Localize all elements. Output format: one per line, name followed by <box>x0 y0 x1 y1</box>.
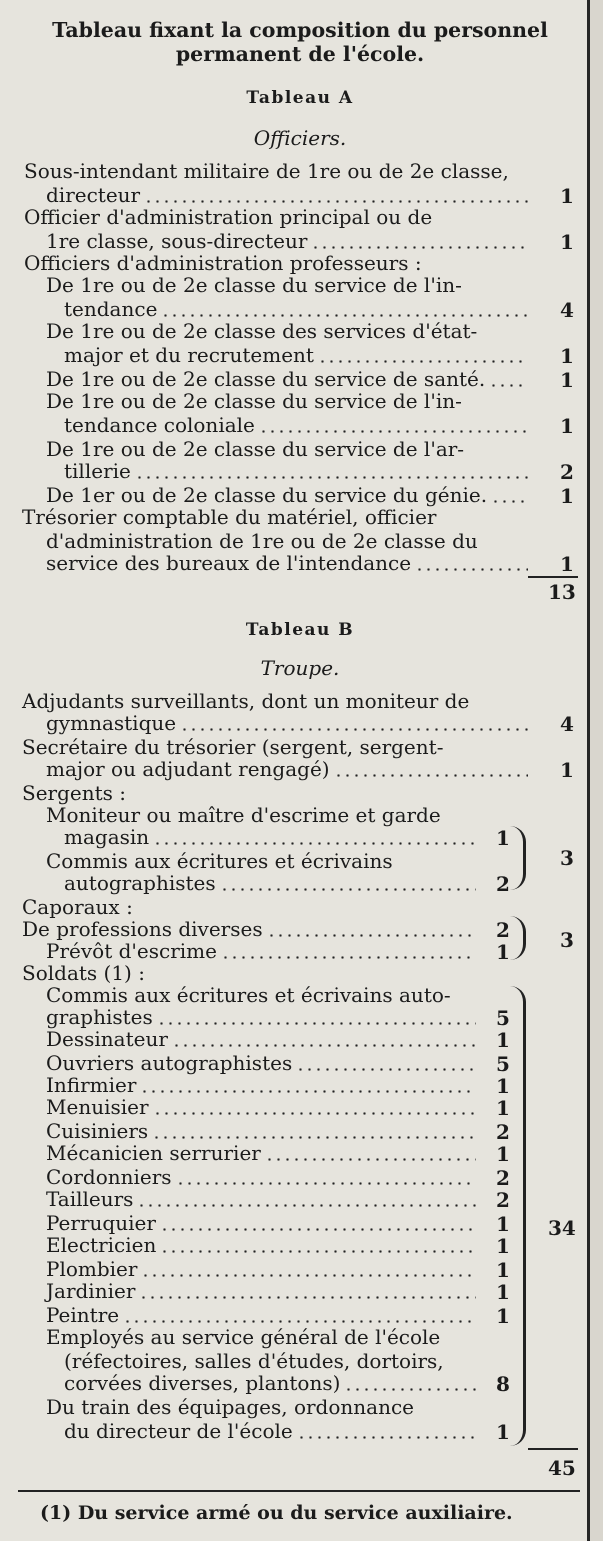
entry-count: 4 <box>560 712 574 736</box>
dot-leader <box>491 500 528 503</box>
dot-leader <box>180 728 528 731</box>
total-rule <box>528 576 578 578</box>
entry-text: De 1re ou de 2e classe des services d'état- <box>46 319 478 343</box>
dot-leader <box>123 1320 476 1323</box>
entry-text: Officiers d'administration professeurs : <box>24 251 422 275</box>
dot-leader <box>297 1436 476 1439</box>
document-title-line2: permanent de l'école. <box>175 42 425 66</box>
entry-text: Perruquier <box>46 1211 156 1235</box>
dot-leader <box>139 1296 476 1299</box>
dot-leader <box>140 1090 476 1093</box>
tableau-a-heading: Tableau A <box>246 88 354 108</box>
entry-text: De 1re ou de 2e classe du service de l'in- <box>46 389 462 413</box>
document-title-line1: Tableau fixant la composition du personnel <box>52 18 548 42</box>
dot-leader <box>160 1228 476 1231</box>
entry-count: 1 <box>560 184 574 208</box>
entry-text: magasin <box>64 825 150 849</box>
entry-count: 2 <box>560 460 574 484</box>
caporaux-brace <box>505 916 526 960</box>
total-rule-b <box>528 1448 578 1450</box>
entry-count: 1 <box>496 940 510 964</box>
entry-count: 2 <box>496 872 510 896</box>
entry-text: Sous-intendant militaire de 1re ou de 2e classe, <box>24 159 509 183</box>
dot-leader <box>176 1182 476 1185</box>
entry-count: 2 <box>496 1120 510 1144</box>
entry-text: directeur <box>46 183 141 207</box>
dot-leader <box>157 1022 476 1025</box>
entry-text: Dessinateur <box>46 1027 168 1051</box>
entry-text: Officier d'administration principal ou de <box>24 205 433 229</box>
entry-count: 1 <box>560 758 574 782</box>
entry-text: Trésorier comptable du matériel, officier <box>22 505 437 529</box>
entry-text: Electricien <box>46 1233 157 1257</box>
entry-count: 1 <box>560 484 574 508</box>
entry-text: Prévôt d'escrime <box>46 939 217 963</box>
entry-text: 1re classe, sous-directeur <box>46 229 308 253</box>
dot-leader <box>489 384 528 387</box>
entry-text: De 1re ou de 2e classe du service de l'ar- <box>46 437 465 461</box>
entry-text: Jardinier <box>46 1279 136 1303</box>
entry-count: 8 <box>496 1372 510 1396</box>
entry-text: major ou adjudant rengagé) <box>46 757 330 781</box>
entry-text: De 1er ou de 2e classe du service du génie. <box>46 483 488 507</box>
entry-count: 1 <box>560 344 574 368</box>
page-edge <box>590 0 603 1541</box>
entry-text: tendance coloniale <box>64 413 255 437</box>
tableau-a-subheading: Officiers. <box>253 126 347 150</box>
entry-count: 1 <box>496 1074 510 1098</box>
caporaux-group-total: 3 <box>560 928 574 952</box>
entry-count: 1 <box>560 368 574 392</box>
dot-leader <box>141 1274 476 1277</box>
entry-text: Infirmier <box>46 1073 137 1097</box>
dot-leader <box>318 360 528 363</box>
entry-text: Mécanicien serrurier <box>46 1141 261 1165</box>
dot-leader <box>152 1136 476 1139</box>
entry-text: service des bureaux de l'intendance <box>46 551 412 575</box>
entry-text: graphistes <box>46 1005 153 1029</box>
soldats-group-total: 34 <box>548 1216 576 1240</box>
dot-leader <box>135 476 528 479</box>
dot-leader <box>153 842 476 845</box>
dot-leader <box>259 430 528 433</box>
entry-count: 1 <box>560 552 574 576</box>
sergents-group-total: 3 <box>560 846 574 870</box>
entry-text: corvées diverses, plantons) <box>64 1371 341 1395</box>
entry-count: 1 <box>496 1142 510 1166</box>
entry-text: (réfectoires, salles d'études, dortoirs, <box>64 1349 444 1373</box>
entry-text: tillerie <box>64 459 131 483</box>
entry-count: 1 <box>496 1280 510 1304</box>
entry-count: 1 <box>560 230 574 254</box>
entry-text: autographistes <box>64 871 216 895</box>
entry-text: Adjudants surveillants, dont un moniteur de <box>22 689 470 713</box>
entry-text: Commis aux écritures et écrivains <box>46 849 393 873</box>
dot-leader <box>137 1204 476 1207</box>
entry-text: De 1re ou de 2e classe du service de l'in- <box>46 273 462 297</box>
entry-count: 5 <box>496 1006 510 1030</box>
dot-leader <box>160 1250 476 1253</box>
entry-text: Moniteur ou maître d'escrime et garde <box>46 803 441 827</box>
dot-leader <box>221 956 476 959</box>
entry-count: 1 <box>496 826 510 850</box>
entry-text: Soldats (1) : <box>22 961 145 985</box>
entry-text: Cordonniers <box>46 1165 172 1189</box>
entry-text: Cuisiniers <box>46 1119 149 1143</box>
entry-text: du directeur de l'école <box>64 1419 293 1443</box>
entry-text: Commis aux écritures et écrivains auto- <box>46 983 451 1007</box>
entry-text: Du train des équipages, ordonnance <box>46 1395 414 1419</box>
dot-leader <box>172 1044 476 1047</box>
dot-leader <box>153 1112 476 1115</box>
dot-leader <box>220 888 476 891</box>
dot-leader <box>344 1388 476 1391</box>
entry-count: 1 <box>496 1304 510 1328</box>
entry-count: 1 <box>496 1212 510 1236</box>
entry-count: 2 <box>496 1166 510 1190</box>
dot-leader <box>265 1158 476 1161</box>
entry-count: 1 <box>496 1420 510 1444</box>
entry-text: Plombier <box>46 1257 138 1281</box>
entry-count: 1 <box>560 414 574 438</box>
entry-text: De 1re ou de 2e classe du service de santé. <box>46 367 486 391</box>
entry-count: 1 <box>496 1028 510 1052</box>
tableau-b-heading: Tableau B <box>245 620 355 640</box>
dot-leader <box>267 934 476 937</box>
dot-leader <box>296 1068 476 1071</box>
entry-text: Ouvriers autographistes <box>46 1051 293 1075</box>
entry-count: 4 <box>560 298 574 322</box>
dot-leader <box>161 314 528 317</box>
entry-text: Menuisier <box>46 1095 149 1119</box>
dot-leader <box>415 568 528 571</box>
entry-text: Caporaux : <box>22 895 133 919</box>
tableau-b-subheading: Troupe. <box>260 656 340 680</box>
dot-leader <box>144 200 528 203</box>
entry-text: Secrétaire du trésorier (sergent, sergent- <box>22 735 444 759</box>
dot-leader <box>311 246 528 249</box>
entry-text: De professions diverses <box>22 917 263 941</box>
entry-count: 5 <box>496 1052 510 1076</box>
entry-count: 1 <box>496 1258 510 1282</box>
entry-text: gymnastique <box>46 711 177 735</box>
footnote-rule <box>18 1490 580 1492</box>
dot-leader <box>334 774 528 777</box>
entry-text: tendance <box>64 297 158 321</box>
entry-text: major et du recrutement <box>64 343 314 367</box>
entry-count: 1 <box>496 1234 510 1258</box>
tableau-b-total: 45 <box>548 1456 576 1480</box>
soldats-brace <box>505 986 526 1446</box>
entry-text: Employés au service général de l'école <box>46 1325 441 1349</box>
entry-count: 2 <box>496 1188 510 1212</box>
tableau-a-total: 13 <box>548 580 576 604</box>
entry-count: 2 <box>496 918 510 942</box>
footnote: (1) Du service armé ou du service auxiliaire. <box>40 1502 513 1524</box>
entry-text: d'administration de 1re ou de 2e classe du <box>46 529 478 553</box>
entry-text: Peintre <box>46 1303 120 1327</box>
entry-text: Tailleurs <box>46 1187 134 1211</box>
entry-text: Sergents : <box>22 781 127 805</box>
entry-count: 1 <box>496 1096 510 1120</box>
sergents-brace <box>505 826 526 890</box>
